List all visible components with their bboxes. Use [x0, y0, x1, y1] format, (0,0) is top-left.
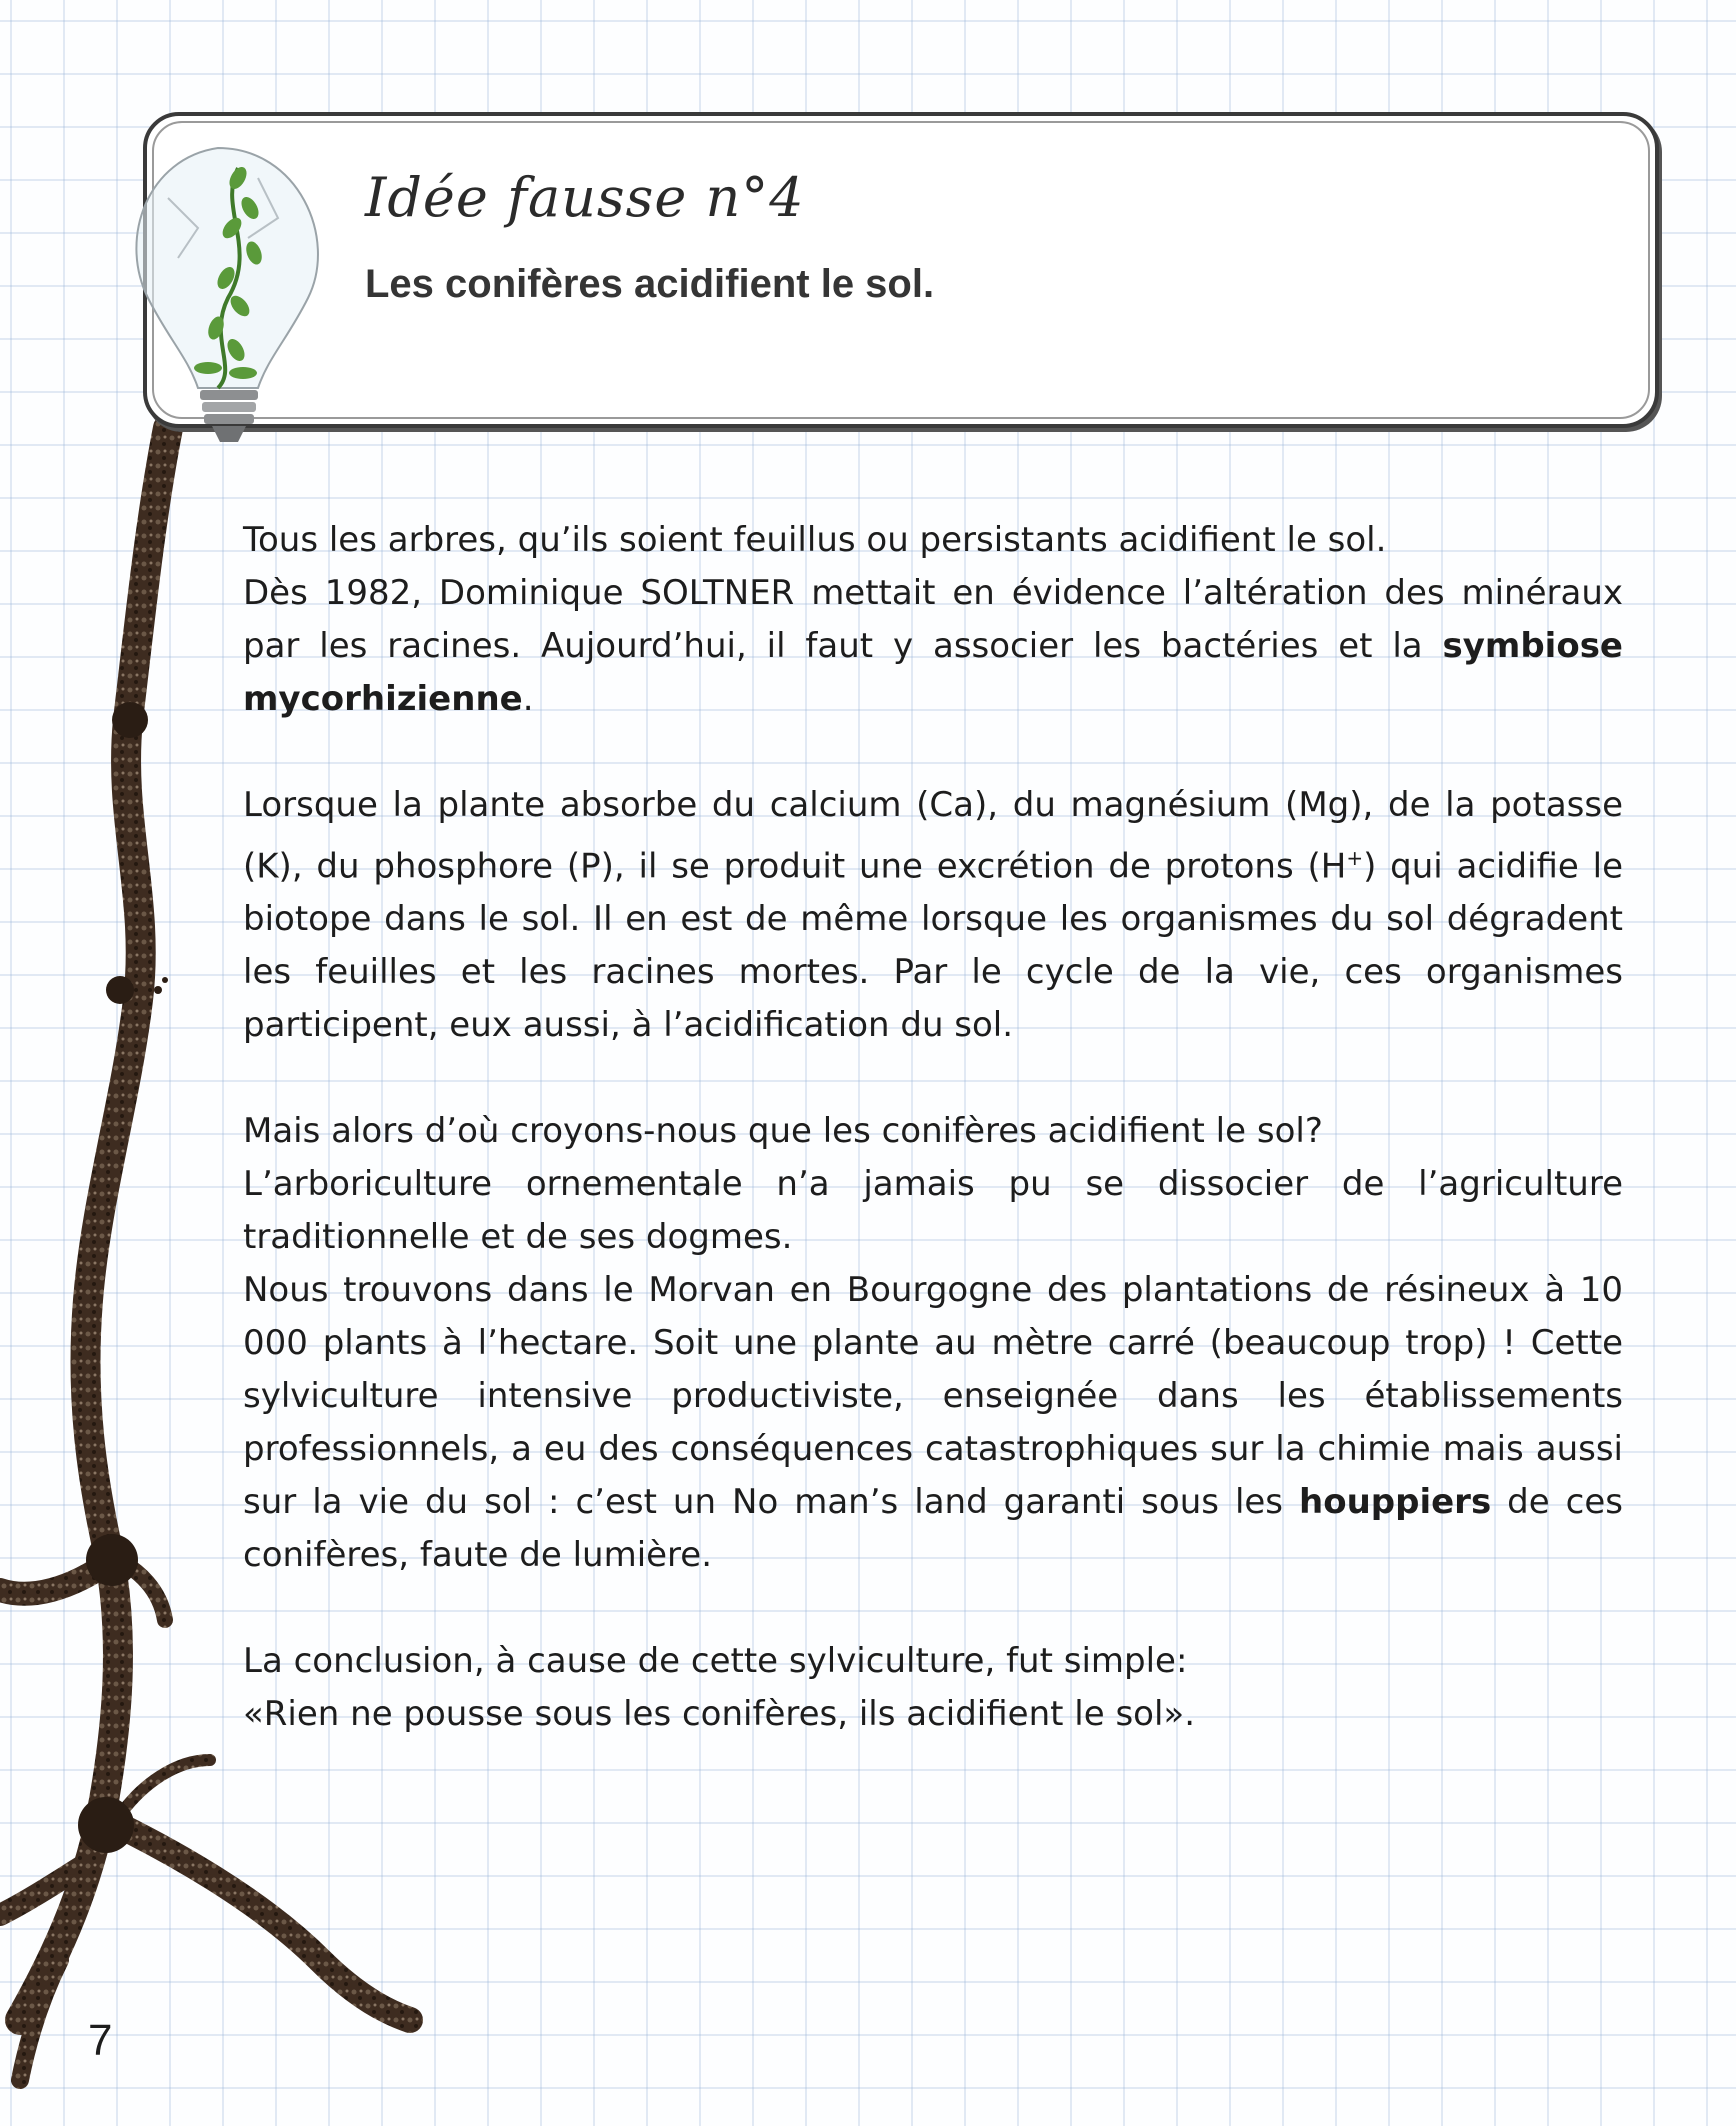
callout-title: Idée fausse n°4 — [365, 166, 805, 229]
paragraph-1-line-1: Tous les arbres, qu’ils soient feuillus ou persistants acidifient le sol. — [243, 520, 1387, 560]
paragraph-2 — [243, 779, 1623, 1052]
paragraph-3-line-3: Nous trouvons dans le Morvan en Bourgogne des plantations de résineux à 10 000 plants à l’hectare. Soit une plante au mètre carré (beaucoup trop) ! Cette sylviculture intensive productiviste, enseignée dans les établissements professionnels, a eu des conséquences catastrophiques sur la chimie mais aussi sur la vie du sol : c’est un No man’s land garanti sous les — [243, 1270, 1623, 1523]
paragraph-4-line-1: La conclusion, à cause de cette sylviculture, fut simple: — [243, 1641, 1188, 1682]
paragraph-1-line-2: Dès 1982, Dominique SOLTNER mettait en évidence l’altération des minéraux par les racines. Aujourd’hui, il faut y associer les bactéries et la — [243, 573, 1623, 666]
paragraph-1-line-2-end: . — [522, 679, 534, 719]
term-symbiose-mycorhizienne: symbiose mycorhizienne — [243, 626, 1623, 719]
article-body — [243, 514, 1623, 1741]
proton-superscript: + — [1346, 846, 1364, 870]
paragraph-3-line-3-end: de ces conifères, faute de lumière. — [243, 1482, 1623, 1576]
callout-subtitle: Les conifères acidifient le sol. — [365, 262, 935, 306]
page-number: 7 — [88, 2016, 113, 2065]
paragraph-4 — [243, 1635, 1623, 1741]
paragraph-2-text-b: ) qui acidifie le biotope dans le sol. Il en est de même lorsque les organismes du sol dégradent les feuilles et les racines mortes. Par le cycle de la vie, ces organismes participent, eux aussi, à l’acidification du sol. — [243, 846, 1624, 1046]
paragraph-4-line-2: «Rien ne pousse sous les conifères, ils acidifient le sol». — [243, 1694, 1196, 1735]
paragraph-3 — [243, 1105, 1623, 1582]
paragraph-3-line-2: L’arboriculture ornementale n’a jamais pu se dissocier de l’agriculture traditionnelle et de ses dogmes. — [243, 1164, 1623, 1258]
term-houppiers: houppiers — [1299, 1482, 1492, 1523]
paragraph-3-line-1: Mais alors d’où croyons-nous que les conifères acidifient le sol? — [243, 1111, 1323, 1152]
paragraph-2-text-a: Lorsque la plante absorbe du calcium (Ca), du magnésium (Mg), de la potasse (K), du phosphore (P), il se produit une excrétion de protons (H — [243, 785, 1623, 887]
light-bulb-with-plant-icon — [108, 128, 348, 448]
paragraph-1 — [243, 514, 1623, 726]
